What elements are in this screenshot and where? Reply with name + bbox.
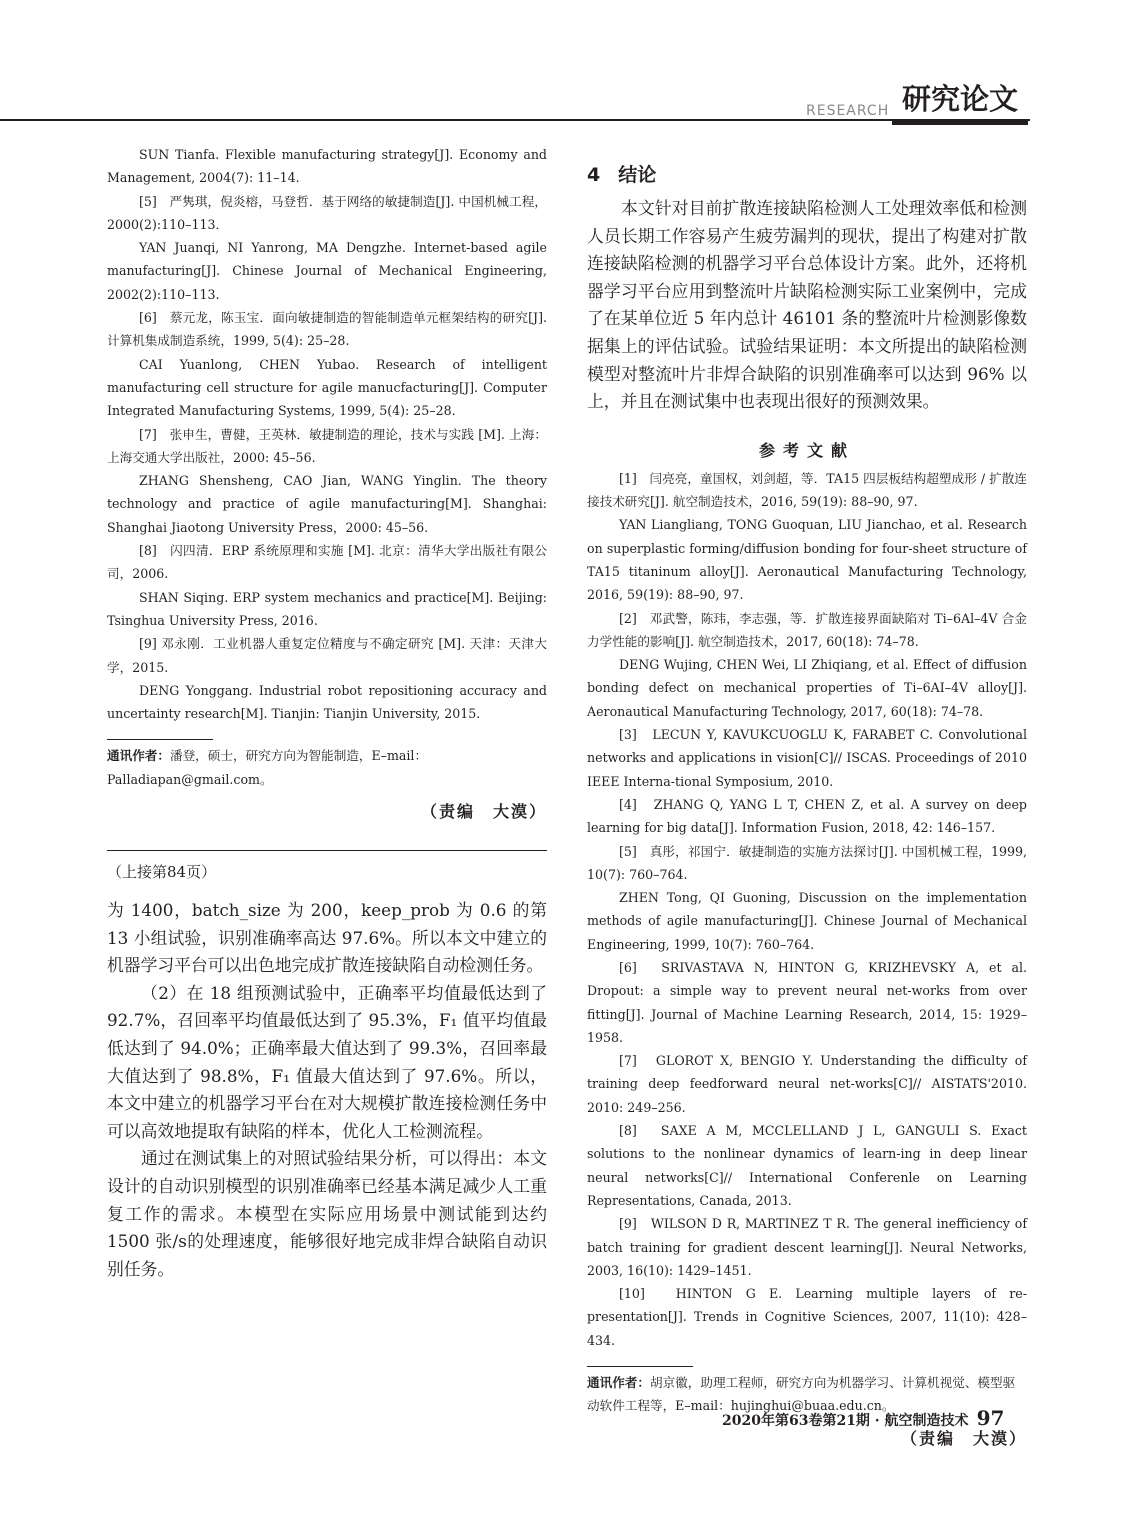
header-section-title: 研究论文	[892, 80, 1028, 125]
reference-entry: [8] SAXE A M, MCCLELLAND J L, GANGULI S. Exact solutions to the nonlinear dynamics of learn-ing in deep linear neural networks[C]// International Conferenle on Learning Representations, Canada, 2013.	[587, 1123, 1027, 1208]
reference-entry: [6] SRIVASTAVA N, HINTON G, KRIZHEVSKY A, et al. Dropout: a simple way to prevent neural net-works from over fitting[J]. Journal of Machine Learning Research, 2014, 15: 1929–1958.	[587, 959, 1027, 1045]
reference-entry: [1] 闫亮亮，童国权，刘剑超，等．TA15 四层板结构超塑成形 / 扩散连接技术研究[J]. 航空制造技术，2016, 59(19): 88–90, 97.	[587, 470, 1027, 510]
reference-entry: [9] 邓永刚．工业机器人重复定位精度与不确定研究 [M]. 天津：天津大学，2015.	[107, 636, 547, 675]
body-paragraph: 为 1400，batch_size 为 200，keep_prob 为 0.6 的第 13 小组试验，识别准确率高达 97.6%。所以本文中建立的机器学习平台可以出色地完成扩散连接缺陷自动检测任务。	[107, 900, 547, 976]
conclusion-paragraph: 本文针对目前扩散连接缺陷检测人工处理效率低和检测人员长期工作容易产生疲劳漏判的现状，提出了构建对扩散连接缺陷检测的机器学习平台总体设计方案。此外，还将机器学习平台应用到整流叶片缺陷检测实际工业案例中，完成了在某单位近 5 年内总计 46101 条的整流叶片检测影像数据集上的评估试验。试验结果证明：本文所提出的缺陷检测模型对整流叶片非焊合缺陷的识别准确率可以达到 96% 以上，并且在测试集中也表现出很好的预测效果。	[587, 198, 1027, 412]
page-number: 97	[976, 1406, 1005, 1430]
section-number: 4	[587, 164, 601, 186]
editor-note: （责编 大漠）	[420, 802, 547, 822]
header-rule	[0, 119, 1030, 121]
reference-entry: [3] LECUN Y, KAVUKCUOGLU K, FARABET C. Convolutional networks and applications in vision[C]// ISCAS. Proceedings of 2010 IEEE Interna-tional Symposium, 2010.	[587, 727, 1027, 789]
reference-entry: DENG Wujing, CHEN Wei, LI Zhiqiang, et al. Effect of diffusion bonding defect on mechanical properties of Ti–6AI–4V alloy[J]. Aeronautical Manufacturing Technology, 2017, 60(18): 74–78.	[587, 657, 1027, 719]
reference-entry: [6] 蔡元龙，陈玉宝．面向敏捷制造的智能制造单元框架结构的研究[J]. 计算机集成制造系统，1999, 5(4): 25–28.	[107, 310, 547, 349]
footnote-label: 通讯作者：	[587, 1375, 650, 1391]
reference-entry: DENG Yonggang. Industrial robot repositioning accuracy and uncertainty research[M]. Tianjin: Tianjin University, 2015.	[107, 682, 547, 722]
editor-note: （责编 大漠）	[900, 1428, 1027, 1448]
reference-entry: SHAN Siqing. ERP system mechanics and practice[M]. Beijing: Tsinghua University Press, 2016.	[107, 589, 547, 628]
left-reference-list	[107, 143, 547, 725]
reference-list	[587, 467, 1027, 1352]
reference-entry: ZHEN Tong, QI Guoning, Discussion on the implementation methods of agile manufacturing[J]. Chinese Journal of Mechanical Engineering, 1999, 10(7): 760–764.	[587, 890, 1027, 952]
page-footer	[722, 1406, 1004, 1430]
section-title: 结论	[618, 164, 657, 186]
footnote-rule	[107, 739, 213, 740]
body-paragraph: （2）在 18 组预测试验中，正确率平均值最低达到了 92.7%，召回率平均值最低达到了 95.3%，F₁ 值平均值最低达到了 94.0%；正确率最大值达到了 99.3%，召回率最大值达到了 98.8%，F₁ 值最大值达到了 97.6%。所以，本文中建立的机器学习平台在对大规模扩散连接检测任务中可以高效地提取有缺陷的样本，优化人工检测流程。	[107, 982, 547, 1141]
footnote-label: 通讯作者：	[107, 748, 170, 764]
reference-entry: ZHANG Shensheng, CAO Jian, WANG Yinglin. The theory technology and practice of agile manufacturing[M]. Shanghai: Shanghai Jiaotong University Press，2000: 45–56.	[107, 473, 547, 535]
footnote	[107, 744, 547, 791]
footnote-text: 胡京徽，助理工程师，研究方向为机器学习、计算机视觉、模型驱动软件工程等，E–mail：hujinghui@buaa.edu.cn。	[587, 1375, 1016, 1414]
reference-entry: [7] 张申生，曹健，王英林．敏捷制造的理论，技术与实践 [M]. 上海：上海交通大学出版社，2000: 45–56.	[107, 426, 547, 465]
reference-entry: [5] 严隽琪，倪炎榕，马登哲．基于网络的敏捷制造[J]. 中国机械工程，2000(2):110–113．	[107, 193, 547, 232]
reference-entry: [5] 真彤，祁国宁．敏捷制造的实施方法探讨[J]. 中国机械工程，1999, 10(7): 760–764.	[587, 843, 1027, 882]
reference-entry: [9] WILSON D R, MARTINEZ T R. The general inefficiency of batch training for gradient descent learning[J]. Neural Networks, 2003, 16(10): 1429–1451.	[587, 1216, 1027, 1278]
reference-entry: [10] HINTON G E. Learning multiple layers of re-presentation[J]. Trends in Cognitive Sciences, 2007, 11(10): 428–434.	[587, 1286, 1027, 1348]
reference-entry: YAN Liangliang, TONG Guoquan, LIU Jianchao, et al. Research on superplastic forming/diffusion bonding for four-sheet structure of TA15 titaninum alloy[J]. Aeronautical Manufacturing Technology, 2016, 59(19): 88–90, 97.	[587, 517, 1027, 603]
left-column	[107, 143, 547, 1283]
references-title: 参考文献	[758, 440, 855, 460]
reference-entry: [8] 闪四清．ERP 系统原理和实施 [M]. 北京：清华大学出版社有限公司，2006.	[107, 543, 547, 582]
continued-from-label: （上接第84页）	[107, 863, 217, 882]
body-paragraph: 通过在测试集上的对照试验结果分析，可以得出：本文设计的自动识别模型的识别准确率已经基本满足减少人工重复工作的需求。本模型在实际应用场景中测试能到达约 1500 张/s的处理速度，能够很好地完成非焊合缺陷自动识别任务。	[107, 1148, 547, 1279]
footnote-rule	[587, 1366, 693, 1367]
right-column	[587, 160, 1027, 1449]
reference-entry: YAN Juanqi, NI Yanrong, MA Dengzhe. Internet-based agile manufacturing[J]. Chinese Journal of Mechanical Engineering, 2002(2):110–113.	[107, 240, 547, 302]
body-text	[107, 897, 547, 1283]
reference-entry: [4] ZHANG Q, YANG L T, CHEN Z, et al. A survey on deep learning for big data[J]. Information Fusion, 2018, 42: 146–157.	[587, 796, 1027, 836]
section-heading	[587, 160, 1027, 187]
journal-info: 2020年第63卷第21期 · 航空制造技术	[722, 1413, 969, 1429]
reference-entry: [2] 邓武警，陈玮，李志强，等．扩散连接界面缺陷对 Ti–6Al–4V 合金力学性能的影响[J]. 航空制造技术，2017, 60(18): 74–78.	[587, 610, 1028, 649]
continuation-rule	[107, 850, 547, 851]
footnote-text: 潘登，硕士，研究方向为智能制造，E–mail：Palladiapan@gmail.com。	[107, 748, 428, 787]
reference-entry: SUN Tianfa. Flexible manufacturing strategy[J]. Economy and Management, 2004(7): 11–14.	[107, 147, 547, 186]
header-research-label: RESEARCH	[806, 103, 890, 119]
reference-entry: [7] GLOROT X, BENGIO Y. Understanding the difficulty of training deep feedforward neural net-works[C]// AISTATS'2010. 2010: 249–256.	[587, 1053, 1027, 1115]
reference-entry: CAI Yuanlong, CHEN Yubao. Research of intelligent manufacturing cell structure for agile manucfacturing[J]. Computer Integrated Manufacturing Systems, 1999, 5(4): 25–28.	[107, 356, 547, 419]
